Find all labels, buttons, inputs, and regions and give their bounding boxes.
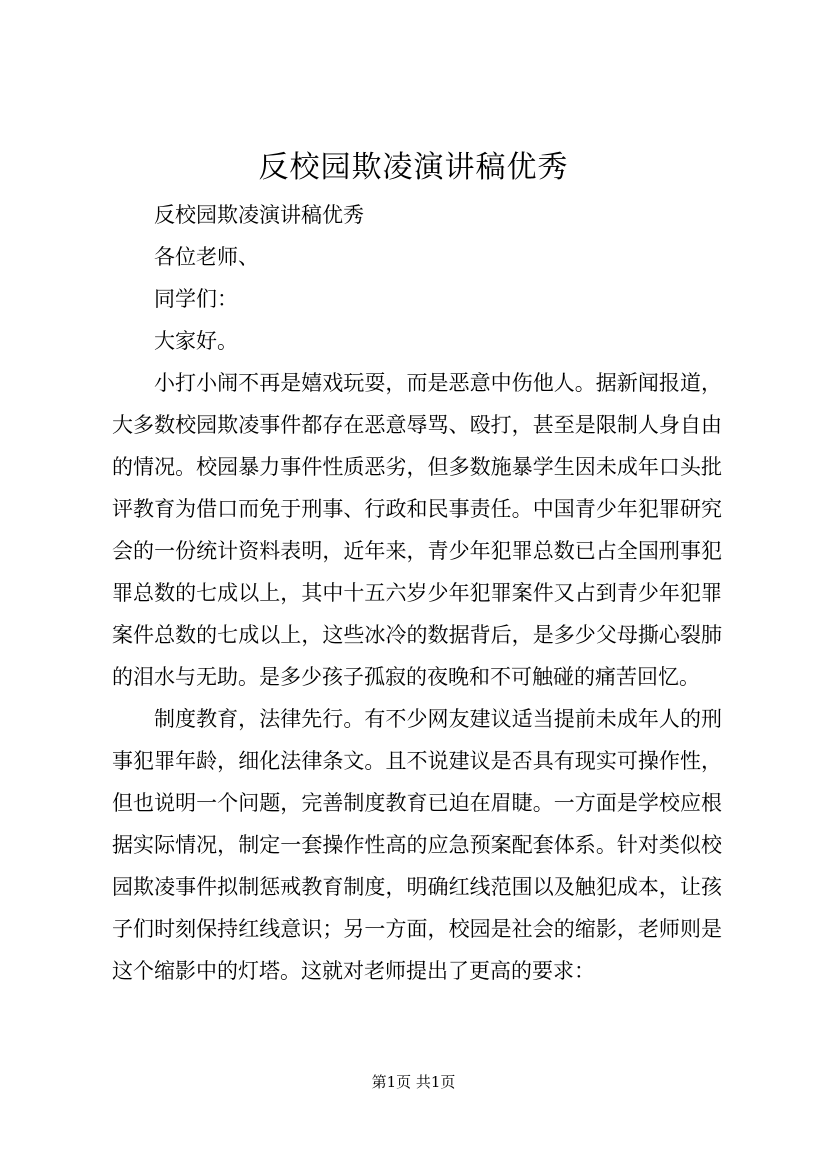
paragraph-2: 制度教育，法律先行。有不少网友建议适当提前未成年人的刑事犯罪年龄，细化法律条文。且不说建议是否具有现实可操作性，但也说明一个问题，完善制度教育已迫在眉睫。一方面是学校应根据实际情况，制定一套操作性高的应急预案配套体系。针对类似校园欺凌事件拟制惩戒教育制度，明确红线范围以及触犯成本，让孩子们时刻保持红线意识；另一方面，校园是社会的缩影，老师则是这个缩影中的灯塔。这就对老师提出了更高的要求： bbox=[112, 707, 722, 983]
page-footer: 第1页 共1页 bbox=[371, 1073, 456, 1091]
document-body bbox=[112, 194, 722, 992]
document-subtitle: 反校园欺凌演讲稿优秀 bbox=[154, 203, 364, 227]
paragraph-1: 小打小闹不再是嬉戏玩耍，而是恶意中伤他人。据新闻报道，大多数校园欺凌事件都存在恶意辱骂、殴打，甚至是限制人身自由的情况。校园暴力事件性质恶劣，但多数施暴学生因未成年口头批评教育为借口而免于刑事、行政和民事责任。中国青少年犯罪研究会的一份统计资料表明，近年来，青少年犯罪总数已占全国刑事犯罪总数的七成以上，其中十五六岁少年犯罪案件又占到青少年犯罪案件总数的七成以上，这些冰冷的数据背后，是多少父母撕心裂肺的泪水与无助。是多少孩子孤寂的夜晚和不可触碰的痛苦回忆。 bbox=[112, 371, 722, 689]
document-title: 反校园欺凌演讲稿优秀 bbox=[258, 150, 569, 185]
salutation-teachers: 各位老师、 bbox=[154, 245, 259, 269]
greeting: 大家好。 bbox=[154, 329, 238, 353]
salutation-students: 同学们： bbox=[154, 287, 238, 311]
